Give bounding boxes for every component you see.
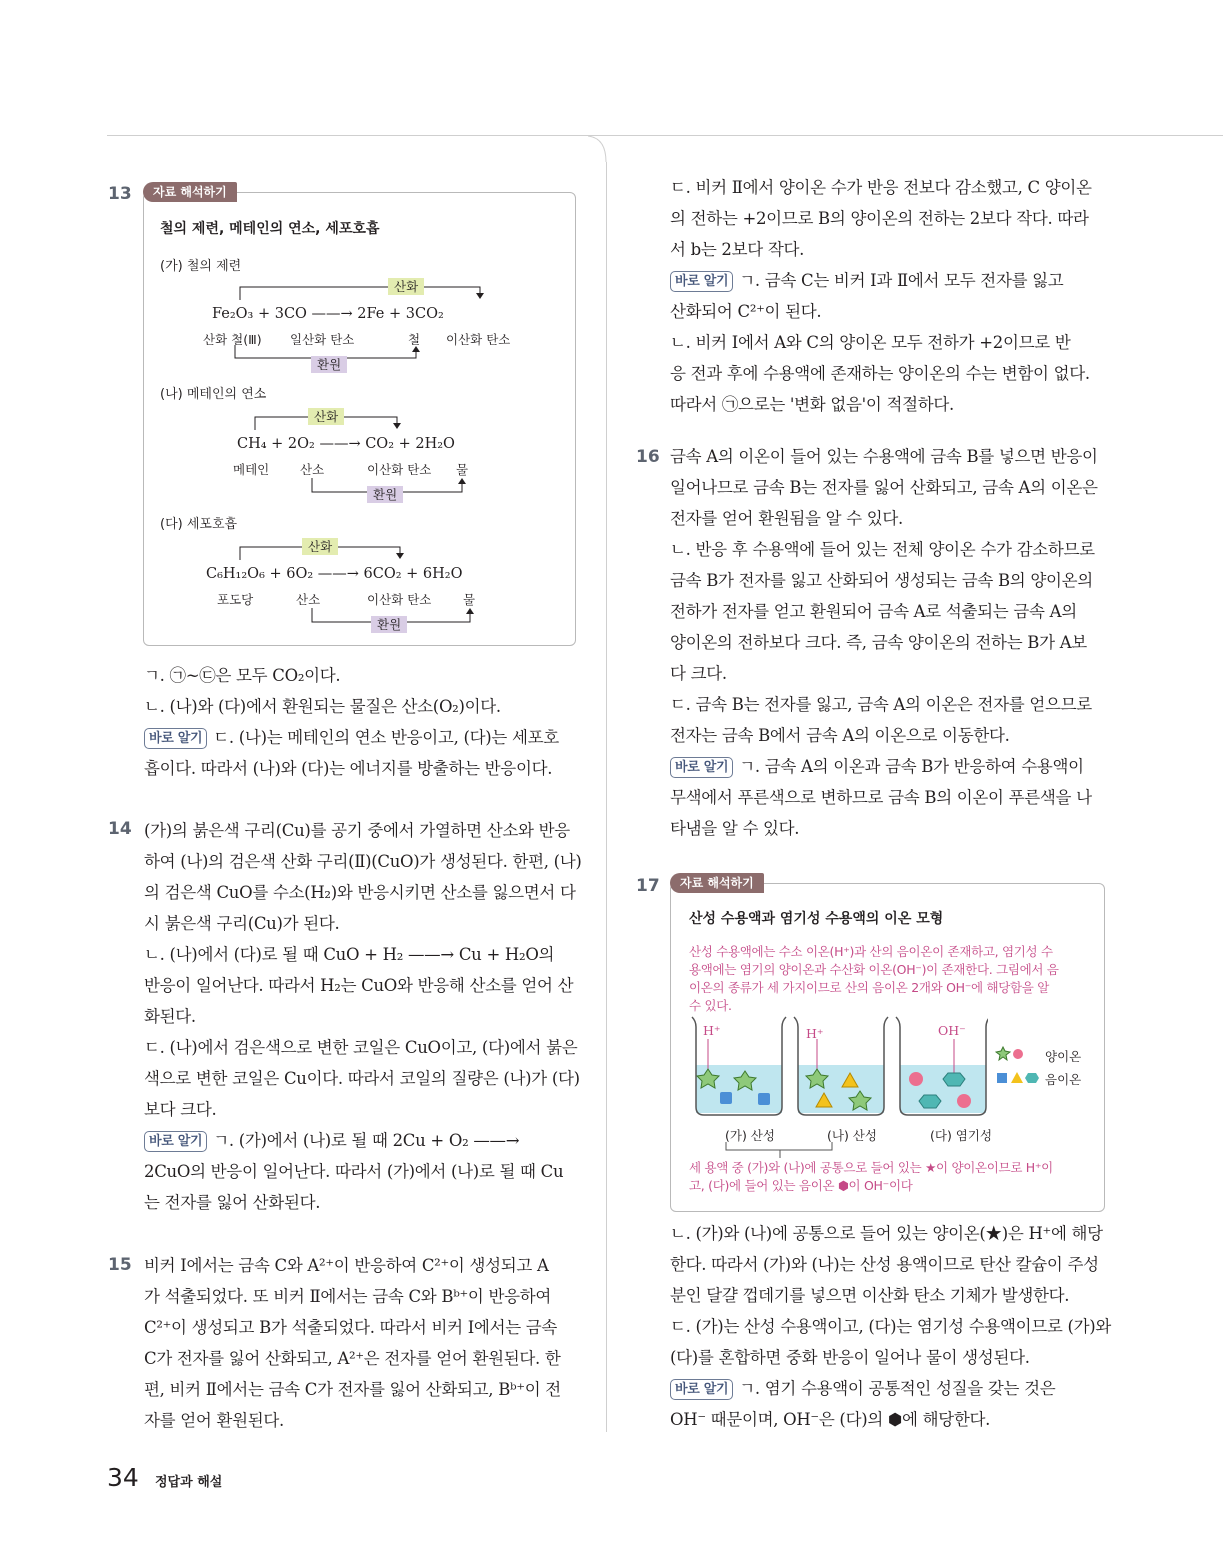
box-description: 산성 수용액에는 수소 이온(H⁺)과 산의 음이온이 존재하고, 염기성 수 용액에는 염기의 양이온과 수산화 이온(OH⁻)이 존재한다. 그림에서 음 이온의 종류가 세 가지이므로 산의 음이온 2개와 OH⁻에 해당함을 알 수 있다.: [689, 944, 1059, 1013]
hexagon-icon: [1025, 1073, 1039, 1083]
sub-label-b: (나) 메테인의 연소: [160, 387, 267, 402]
beaker-label: (다) 염기성: [930, 1128, 993, 1143]
q16-explanation: 금속 A의 이온이 들어 있는 수용액에 금속 B를 넣으면 반응이 일어나므로 금속 B는 전자를 잃어 산화되고, 금속 A의 이온은 전자를 얻어 환원됨을 알 수 있다. ㄴ. 반응 후 수용액에 들어 있는 전체 양이온 수가 감소하므로 금속 B가 전자를 잃고 산화되어 생성되는 금속 B의 양이온의 전하가 전자를 얻고 환원되어 금속 A로 석출되는 금속 A의 양이온의 전하보다 크다. 즉, 금속 양이온의 전하는 B가 A보 다 크다. ㄷ. 금속 B는 전자를 잃고, 금속 A의 이온은 전자를 얻으므로 전자는 금속 B에서 금속 A의 이온으로 이동한다. 바로 알기 ㄱ. 금속 A의 이온과 금속 B가 반응하여 수용액이 무색에서 푸른색으로 변하므로 금속 B의 이온이 푸른색을 나 타냄을 알 수 있다.: [670, 447, 1098, 838]
beaker-label: (가) 산성: [725, 1128, 775, 1143]
question-number: 16: [636, 447, 660, 467]
column-divider: [606, 162, 607, 1432]
diagram-note: 세 용액 중 (가)와 (나)에 공통으로 들어 있는 ★이 양이온이므로 H⁺이 고, (다)에 들어 있는 음이온 ⬢이 OH⁻이다: [689, 1160, 1053, 1193]
name-label: 이산화 탄소: [367, 592, 432, 607]
correction-badge: 바로 알기: [144, 1131, 207, 1152]
hexagon-icon: [919, 1095, 941, 1108]
name-label: 포도당: [217, 592, 254, 607]
circle-icon: [1013, 1049, 1023, 1059]
circle-icon: [909, 1072, 923, 1086]
q15-continued: ㄷ. 비커 Ⅱ에서 양이온 수가 반응 전보다 감소했고, C 양이온 의 전하는 +2이므로 B의 양이온의 전하는 2보다 작다. 따라 서 b는 2보다 작다. 바로 알기 ㄱ. 금속 C는 비커 Ⅰ과 Ⅱ에서 모두 전자를 잃고 산화되어 C²⁺이 된다. ㄴ. 비커 Ⅰ에서 A와 C의 양이온 모두 전하가 +2이므로 반 응 전과 후에 수용액에 존재하는 양이온의 수는 변함이 없다. 따라서 ㉠으로는 '변화 없음'이 적절하다.: [670, 178, 1092, 414]
arrow-label: H⁺: [703, 1023, 721, 1038]
oxidation-label: 산화: [302, 537, 338, 555]
section-tag: 자료 해석하기: [670, 873, 764, 893]
reaction-arrows-c: [230, 540, 490, 630]
oxidation-label: 산화: [308, 407, 344, 425]
name-label: 일산화 탄소: [290, 332, 355, 347]
reduction-label: 환원: [311, 355, 347, 373]
legend-icons: [995, 1045, 1045, 1090]
arrow-label: OH⁻: [938, 1023, 966, 1038]
q15-explanation: 비커 Ⅰ에서는 금속 C와 A²⁺이 반응하여 C²⁺이 생성되고 A 가 석출되었다. 또 비커 Ⅱ에서는 금속 C와 Bᵇ⁺이 반응하여 C²⁺이 생성되고 B가 석출되었다. 따라서 비커 Ⅰ에서는 금속 C가 전자를 잃어 산화되고, A²⁺은 전자를 얻어 환원된다. 한 편, 비커 Ⅱ에서는 금속 C가 전자를 잃어 산화되고, Bᵇ⁺이 전 자를 얻어 환원된다.: [144, 1256, 561, 1430]
equation-a: Fe₂O₃ + 3CO ——→ 2Fe + 3CO₂: [212, 306, 444, 322]
box-title: 철의 제련, 메테인의 연소, 세포호흡: [160, 221, 380, 237]
correction-badge: 바로 알기: [670, 1379, 733, 1400]
q13-explanation: ㄱ. ㉠~㉢은 모두 CO₂이다. ㄴ. (나)와 (다)에서 환원되는 물질은 산소(O₂)이다. 바로 알기 ㄷ. (나)는 메테인의 연소 반응이고, (다)는 세포호 흡이다. 따라서 (나)와 (다)는 에너지를 방출하는 반응이다.: [144, 666, 559, 778]
name-label: 이산화 탄소: [446, 332, 511, 347]
name-label: 메테인: [233, 462, 270, 477]
q14-explanation: (가)의 붉은색 구리(Cu)를 공기 중에서 가열하면 산소와 반응 하여 (나)의 검은색 산화 구리(Ⅱ)(CuO)가 생성된다. 한편, (나) 의 검은색 CuO를 수소(H₂)와 반응시키면 산소를 잃으면서 다 시 붉은색 구리(Cu)가 된다. ㄴ. (나)에서 (다)로 될 때 CuO + H₂ ——→ Cu + H₂O의 반응이 일어난다. 따라서 H₂는 CuO와 반응해 산소를 얻어 산 화된다. ㄷ. (나)에서 검은색으로 변한 코일은 CuO이고, (다)에서 붉은 색으로 변한 코일은 Cu이다. 따라서 코일의 질량은 (나)가 (다) 보다 크다. 바로 알기 ㄱ. (가)에서 (나)로 될 때 2Cu + O₂ ——→ 2CuO의 반응이 일어난다. 따라서 (가)에서 (나)로 될 때 Cu 는 전자를 잃어 산화된다.: [144, 821, 582, 1212]
name-label: 산소: [296, 592, 321, 607]
name-label: 물: [456, 462, 469, 477]
legend-anion: 음이온: [1045, 1072, 1082, 1087]
hexagon-icon: [943, 1073, 965, 1086]
circle-icon: [957, 1094, 971, 1108]
reduction-label: 환원: [371, 615, 407, 633]
reduction-label: 환원: [367, 485, 403, 503]
name-label: 물: [463, 592, 476, 607]
question-number: 15: [108, 1255, 132, 1275]
correction-badge: 바로 알기: [144, 728, 207, 749]
oxidation-label: 산화: [388, 277, 424, 295]
box-title: 산성 수용액과 염기성 수용액의 이온 모형: [689, 911, 944, 927]
name-label: 산소: [300, 462, 325, 477]
equation-b: CH₄ + 2O₂ ——→ CO₂ + 2H₂O: [237, 436, 455, 452]
square-icon: [758, 1093, 770, 1105]
triangle-icon: [1011, 1072, 1023, 1083]
equation-c: C₆H₁₂O₆ + 6O₂ ——→ 6CO₂ + 6H₂O: [206, 566, 463, 582]
q17-explanation: ㄴ. (가)와 (나)에 공통으로 들어 있는 양이온(★)은 H⁺에 해당 한다. 따라서 (가)와 (나)는 산성 용액이므로 탄산 칼슘이 주성 분인 달걀 껍데기를 넣으면 이산화 탄소 기체가 발생한다. ㄷ. (가)는 산성 수용액이고, (다)는 염기성 수용액이므로 (가)와 (다)를 혼합하면 중화 반응이 일어나 물이 생성된다. 바로 알기 ㄱ. 염기 수용액이 공통적인 성질을 갖는 것은 OH⁻ 때문이며, OH⁻은 (다)의 ⬢에 해당한다.: [670, 1224, 1112, 1429]
question-number: 17: [636, 876, 660, 896]
sub-label-c: (다) 세포호흡: [160, 517, 238, 532]
sub-label-a: (가) 철의 제련: [160, 259, 242, 274]
correction-badge: 바로 알기: [670, 271, 733, 292]
beaker-label: (나) 산성: [827, 1128, 877, 1143]
arrow-label: H⁺: [806, 1026, 824, 1041]
footer-label: 정답과 해설: [155, 1475, 223, 1490]
square-icon: [997, 1073, 1007, 1083]
name-label: 산화 철(Ⅲ): [203, 332, 262, 347]
reaction-arrows-b: [245, 410, 475, 500]
legend-cation: 양이온: [1045, 1049, 1082, 1064]
section-tag: 자료 해석하기: [143, 182, 237, 202]
page-curl: [588, 136, 628, 166]
name-label: 철: [408, 332, 421, 347]
question-number: 13: [108, 184, 132, 204]
beaker-bracket: [720, 1140, 1010, 1160]
solution-b: [798, 1065, 884, 1113]
solution-c: [900, 1065, 986, 1113]
name-label: 이산화 탄소: [367, 462, 432, 477]
square-icon: [720, 1092, 732, 1104]
question-number: 14: [108, 819, 132, 839]
correction-badge: 바로 알기: [670, 757, 733, 778]
header-rule: [107, 135, 1223, 136]
page-number: 34: [107, 1463, 139, 1492]
star-icon: [996, 1047, 1010, 1060]
